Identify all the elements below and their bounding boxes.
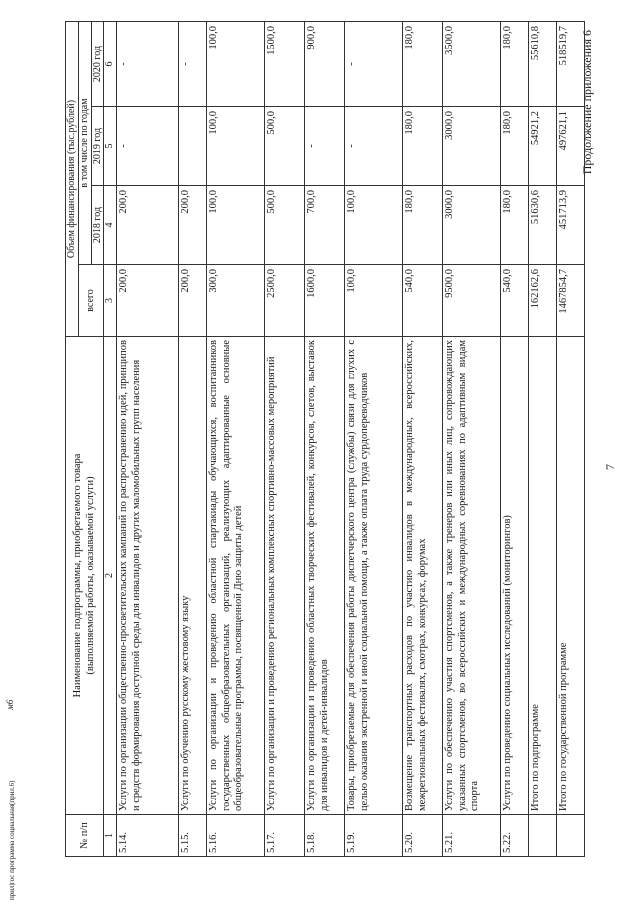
row-name: Возмещение транспортных расходов по участию инвалидов в международных, всероссийских, межрегиональных фестивалях, смотрах, конкурсах, форумах bbox=[403, 337, 443, 815]
row-total: 300,0 bbox=[207, 265, 265, 337]
row-total: 1600,0 bbox=[305, 265, 345, 337]
row-number: 5.22. bbox=[501, 815, 529, 857]
column-index: 1 bbox=[104, 815, 117, 857]
row-number: 5.19. bbox=[345, 815, 403, 857]
row-2019: 180,0 bbox=[403, 107, 443, 186]
row-number bbox=[529, 815, 557, 857]
footer-code: м6 bbox=[5, 699, 15, 710]
column-index: 2 bbox=[104, 337, 117, 815]
row-name: Услуги по проведению социальных исследований (мониторингов) bbox=[501, 337, 529, 815]
row-2019: - bbox=[345, 107, 403, 186]
table-row bbox=[117, 21, 179, 856]
row-2018: 100,0 bbox=[207, 186, 265, 265]
header-year-2020: 2020 год bbox=[91, 21, 104, 106]
row-2020: 900,0 bbox=[305, 21, 345, 106]
row-2020: 518519,7 bbox=[557, 21, 585, 106]
row-total: 162162,6 bbox=[529, 265, 557, 337]
table-row bbox=[179, 21, 207, 856]
row-2020: - bbox=[117, 21, 179, 106]
row-2020: 180,0 bbox=[403, 21, 443, 106]
row-name: Услуги по организации и проведению региональных комплексных спортивно-массовых мероприятий bbox=[265, 337, 305, 815]
row-total: 540,0 bbox=[501, 265, 529, 337]
table-row bbox=[529, 21, 557, 856]
row-total: 2500,0 bbox=[265, 265, 305, 337]
row-total: 200,0 bbox=[179, 265, 207, 337]
row-2018: 100,0 bbox=[345, 186, 403, 265]
table-row bbox=[403, 21, 443, 856]
table-row bbox=[305, 21, 345, 856]
footer-file-path: прил|гос программа социальная(прил.6) bbox=[8, 780, 16, 900]
row-number: 5.16. bbox=[207, 815, 265, 857]
row-2018: 451713,9 bbox=[557, 186, 585, 265]
row-number: 5.20. bbox=[403, 815, 443, 857]
row-2019: 180,0 bbox=[501, 107, 529, 186]
row-2018: 51630,6 bbox=[529, 186, 557, 265]
row-number: 5.18. bbox=[305, 815, 345, 857]
row-2019: 500,0 bbox=[265, 107, 305, 186]
row-2019: 54921,2 bbox=[529, 107, 557, 186]
header-number: № п/п bbox=[66, 815, 104, 857]
row-2019: 497621,1 bbox=[557, 107, 585, 186]
row-name: Услуги по организации и проведению областной спартакиады обучающихся, воспитанников государственных общеобразовательных организаций, реализующих адаптированные основные общеобразовательные программы, посвященной Дню защиты детей bbox=[207, 337, 265, 815]
header-name: Наименование подпрограммы, приобретаемого товара (выполняемой работы, оказываемой услуги) bbox=[66, 337, 104, 815]
row-name: Услуги по организации общественно-просветительских кампаний по распространению идей, принципов и средств формирования доступной среды для инвалидов и других маломобильных групп населения bbox=[117, 337, 179, 815]
column-index: 5 bbox=[104, 107, 117, 186]
header-year-2018: 2018 год bbox=[91, 186, 104, 265]
row-name: Услуги по обучению русскому жестовому языку bbox=[179, 337, 207, 815]
table-row bbox=[443, 21, 501, 856]
header-total: всего bbox=[78, 265, 104, 337]
table-row bbox=[501, 21, 529, 856]
row-number: 5.15. bbox=[179, 815, 207, 857]
table-row bbox=[345, 21, 403, 856]
row-2019: - bbox=[117, 107, 179, 186]
table-row bbox=[207, 21, 265, 856]
row-total: 100,0 bbox=[345, 265, 403, 337]
row-number: 5.21. bbox=[443, 815, 501, 857]
row-total: 540,0 bbox=[403, 265, 443, 337]
column-index: 4 bbox=[104, 186, 117, 265]
header-in-years: в том числе по годам bbox=[78, 21, 91, 264]
row-number: 5.17. bbox=[265, 815, 305, 857]
column-index: 3 bbox=[104, 265, 117, 337]
funding-table bbox=[65, 21, 585, 857]
row-2020: - bbox=[179, 21, 207, 106]
row-2020: 55610,8 bbox=[529, 21, 557, 106]
row-2020: 3500,0 bbox=[443, 21, 501, 106]
column-index-row bbox=[104, 21, 117, 856]
row-number: 5.14. bbox=[117, 815, 179, 857]
row-2018: 3000,0 bbox=[443, 186, 501, 265]
row-number bbox=[557, 815, 585, 857]
row-2020: - bbox=[345, 21, 403, 106]
row-2019: 100,0 bbox=[207, 107, 265, 186]
row-name: Итого по подпрограмме bbox=[529, 337, 557, 815]
row-2020: 180,0 bbox=[501, 21, 529, 106]
row-2018: 180,0 bbox=[403, 186, 443, 265]
header-funding: Объем финансирования (тыс.рублей) bbox=[66, 21, 79, 336]
row-name: Услуги по обеспечению участия спортсменов, а также тренеров или иных лиц, сопровождающих указанных спортсменов, во всероссийских и международных соревнованиях по адаптивным видам спорта bbox=[443, 337, 501, 815]
row-2020: 1500,0 bbox=[265, 21, 305, 106]
header-year-2019: 2019 год bbox=[91, 107, 104, 186]
row-total: 200,0 bbox=[117, 265, 179, 337]
row-name: Услуги по организации и проведению областных творческих фестивалей, конкурсов, слетов, выставок для инвалидов и детей-инвалидов bbox=[305, 337, 345, 815]
continuation-label: Продолжение приложения 6 bbox=[580, 30, 594, 175]
row-2019 bbox=[179, 107, 207, 186]
table-row bbox=[265, 21, 305, 856]
row-2018: 200,0 bbox=[179, 186, 207, 265]
row-2018: 180,0 bbox=[501, 186, 529, 265]
row-2018: 500,0 bbox=[265, 186, 305, 265]
row-total: 1467854,7 bbox=[557, 265, 585, 337]
page-number: 7 bbox=[603, 464, 617, 470]
row-name: Товары, приобретаемые для обеспечения работы диспетчерского центра (службы) связи для глухих с целью оказания экстренной и иной социальной помощи, а также оплата труда сурдопереводчиков bbox=[345, 337, 403, 815]
row-2019: 3000,0 bbox=[443, 107, 501, 186]
table-row bbox=[557, 21, 585, 856]
column-index: 6 bbox=[104, 21, 117, 106]
table-header-row bbox=[66, 21, 79, 856]
row-2018: 700,0 bbox=[305, 186, 345, 265]
row-name: Итого по государственной программе bbox=[557, 337, 585, 815]
row-total: 9500,0 bbox=[443, 265, 501, 337]
row-2020: 100,0 bbox=[207, 21, 265, 106]
row-2019: - bbox=[305, 107, 345, 186]
row-2018: 200,0 bbox=[117, 186, 179, 265]
